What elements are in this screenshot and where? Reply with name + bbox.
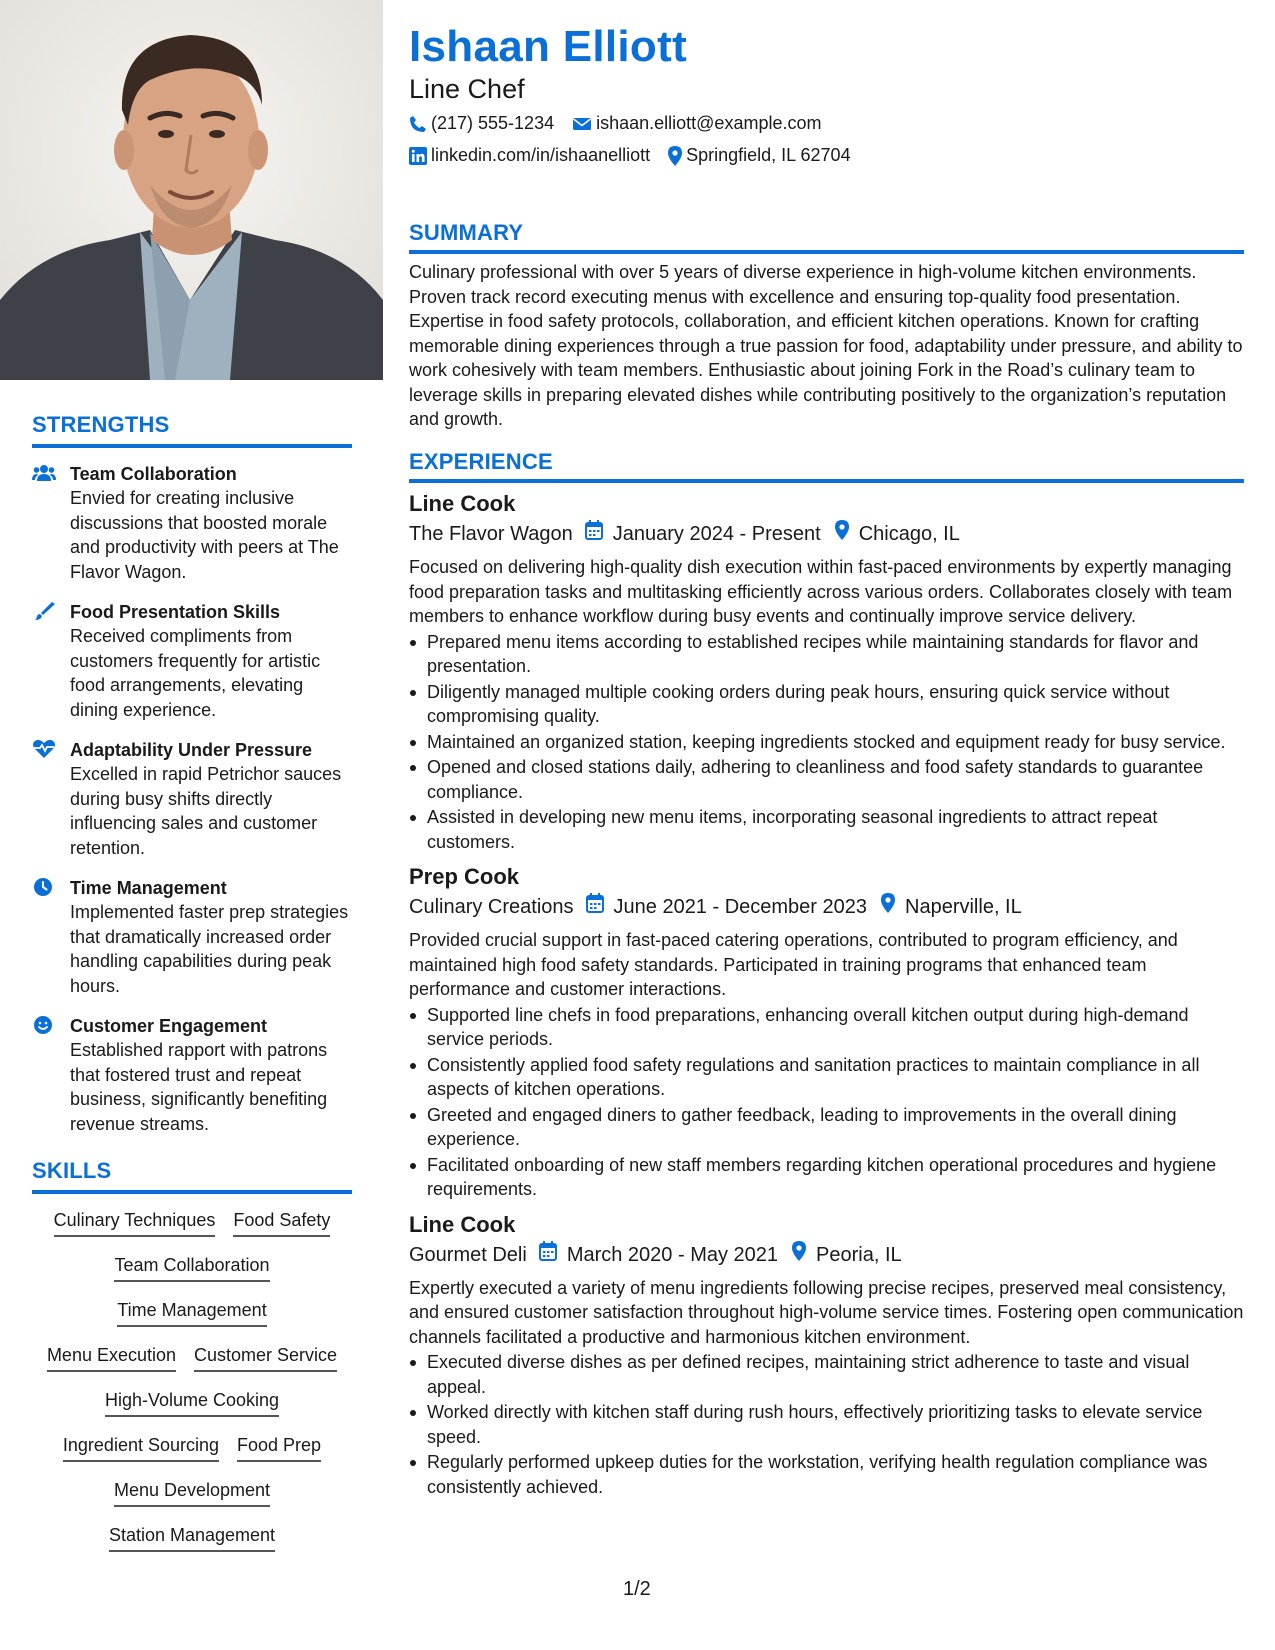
job-description: Expertly executed a variety of menu ingredients following precise recipes, preserved meal consistency, and ensured customer satisfaction throughout high-volume service times. Fostering open communication channels facilitated a productive and harmonious kitchen environment. — [409, 1277, 1244, 1347]
experience-divider — [409, 479, 1244, 483]
skill-row — [32, 1298, 352, 1343]
email-text: ishaan.elliott@example.com — [596, 113, 822, 133]
job-description: Provided crucial support in fast-paced catering operations, contributed to program efficiency, and maintained high food safety standards. Participated in training programs that enhanced team performance and customer interactions. — [409, 930, 1178, 999]
job-bullets — [409, 630, 1244, 855]
job-bullets — [409, 1003, 1244, 1202]
skill-tag: Station Management — [109, 1523, 275, 1552]
skill-row — [32, 1253, 352, 1298]
job-title: Line Cook — [409, 491, 516, 516]
strengths-section — [32, 412, 352, 1152]
left-column — [0, 0, 383, 1650]
summary-divider — [409, 250, 1244, 254]
phone-text: (217) 555-1234 — [431, 113, 555, 133]
candidate-name: Ishaan Elliott — [409, 22, 688, 71]
job-title: Prep Cook — [409, 864, 520, 889]
brush-icon — [32, 601, 56, 621]
job-company: Gourmet Deli — [409, 1243, 527, 1266]
skills-section — [32, 1158, 352, 1568]
strength-item — [32, 1014, 352, 1136]
experience-section — [409, 449, 1244, 1507]
bullet-item: Prepared menu items according to established recipes while maintaining standards for flavor and presentation. — [409, 630, 1244, 679]
skill-tag: Food Safety — [233, 1208, 330, 1237]
linkedin-contact[interactable] — [409, 145, 650, 166]
bullet-item: Opened and closed stations daily, adhering to cleanliness and food safety standards to guarantee compliance. — [409, 755, 1244, 804]
skill-tag: Ingredient Sourcing — [63, 1433, 219, 1462]
job-entry — [409, 489, 1244, 854]
strength-title: Customer Engagement — [70, 1016, 268, 1036]
strength-item — [32, 462, 352, 584]
phone-contact[interactable] — [409, 113, 554, 134]
experience-heading: EXPERIENCE — [409, 449, 553, 474]
linkedin-icon — [409, 147, 427, 165]
skill-row — [32, 1523, 352, 1568]
profile-photo — [0, 0, 383, 380]
job-location: Peoria, IL — [816, 1243, 902, 1266]
email-icon — [572, 116, 592, 132]
skill-tag: Food Prep — [237, 1433, 321, 1462]
job-company: The Flavor Wagon — [409, 523, 573, 545]
heartbeat-icon — [32, 739, 56, 759]
job-meta — [409, 1240, 1244, 1270]
location-pin-icon — [867, 892, 905, 922]
skill-row — [32, 1478, 352, 1523]
bullet-item: Worked directly with kitchen staff during rush hours, effectively prioritizing tasks to elevate service speed. — [409, 1400, 1244, 1449]
job-location: Naperville, IL — [905, 896, 1022, 918]
contact-row-1 — [409, 113, 821, 134]
summary-section — [409, 220, 1244, 432]
strength-title: Food Presentation Skills — [70, 602, 281, 622]
bullet-item: Consistently applied food safety regulations and sanitation practices to maintain compliance in all aspects of kitchen operations. — [409, 1053, 1244, 1102]
candidate-role: Line Chef — [409, 74, 525, 104]
strengths-divider — [32, 444, 352, 448]
skill-tag: Menu Development — [114, 1478, 270, 1507]
strength-item — [32, 876, 352, 998]
calendar-icon — [574, 892, 614, 922]
strength-title: Time Management — [70, 878, 227, 898]
strength-desc: Established rapport with patrons that fostered trust and repeat business, significantly benefiting revenue streams. — [70, 1040, 328, 1134]
strength-desc: Received compliments from customers frequently for artistic food arrangements, elevating dining experience. — [70, 626, 321, 720]
smile-icon — [32, 1015, 56, 1035]
bullet-item: Supported line chefs in food preparations, enhancing overall kitchen output during high-demand service periods. — [409, 1003, 1244, 1052]
contact-row-2 — [409, 145, 851, 166]
location-pin-icon — [821, 519, 859, 549]
strengths-heading: STRENGTHS — [32, 412, 170, 437]
job-entry — [409, 862, 1244, 1202]
clock-icon — [32, 877, 56, 897]
skill-tag: Time Management — [117, 1298, 266, 1327]
strength-title: Adaptability Under Pressure — [70, 740, 313, 760]
skill-tag: High-Volume Cooking — [105, 1388, 279, 1417]
job-description: Focused on delivering high-quality dish execution within fast-paced environments by expertly managing food preparation tasks and multitasking efficiently across various orders. Collaborates closely with team members to enhance workflow during busy events and continually improve service delivery. — [409, 557, 1233, 626]
skills-divider — [32, 1190, 352, 1194]
bullet-item: Assisted in developing new menu items, incorporating seasonal ingredients to attract repeat customers. — [409, 805, 1244, 854]
skill-tag: Customer Service — [194, 1343, 337, 1372]
linkedin-text: linkedin.com/in/ishaanelliott — [431, 145, 651, 165]
calendar-icon — [527, 1240, 567, 1270]
bullet-item: Executed diverse dishes as per defined recipes, maintaining strict adherence to taste and visual appeal. — [409, 1350, 1244, 1399]
summary-heading: SUMMARY — [409, 220, 524, 245]
strength-title: Team Collaboration — [70, 464, 237, 484]
location-text: Springfield, IL 62704 — [686, 145, 851, 165]
job-dates: January 2024 - Present — [612, 523, 821, 545]
users-icon — [32, 463, 56, 483]
job-location: Chicago, IL — [858, 523, 960, 545]
bullet-item: Greeted and engaged diners to gather feedback, leading to improvements in the overall dining experience. — [409, 1103, 1244, 1152]
skills-heading: SKILLS — [32, 1158, 112, 1183]
job-bullets — [409, 1350, 1244, 1499]
skill-tag: Menu Execution — [47, 1343, 176, 1372]
strength-desc: Excelled in rapid Petrichor sauces during busy shifts directly influencing sales and customer retention. — [70, 764, 342, 858]
strength-item — [32, 738, 352, 860]
skill-row — [32, 1343, 352, 1388]
bullet-item: Diligently managed multiple cooking orders during peak hours, ensuring quick service without compromising quality. — [409, 680, 1244, 729]
job-dates: June 2021 - December 2023 — [613, 896, 868, 918]
strength-desc: Envied for creating inclusive discussions that boosted morale and productivity with peers at The Flavor Wagon. — [70, 488, 339, 582]
page-number: 1/2 — [623, 1578, 651, 1600]
job-meta — [409, 519, 1244, 549]
email-contact[interactable] — [572, 113, 821, 134]
phone-icon — [409, 115, 427, 133]
location-pin-icon — [778, 1240, 816, 1270]
skill-tag: Culinary Techniques — [54, 1208, 216, 1237]
location-contact — [668, 145, 850, 166]
job-meta — [409, 892, 1244, 922]
skill-row — [32, 1208, 352, 1253]
location-pin-icon — [668, 146, 682, 166]
strength-desc: Implemented faster prep strategies that dramatically increased order handling capabilities during peak hours. — [70, 902, 349, 996]
bullet-item: Regularly performed upkeep duties for the workstation, verifying health regulation compliance was consistently achieved. — [409, 1450, 1244, 1499]
calendar-icon — [573, 519, 613, 549]
job-entry — [409, 1210, 1244, 1500]
strength-item — [32, 600, 352, 722]
job-company: Culinary Creations — [409, 896, 574, 918]
job-dates: March 2020 - May 2021 — [566, 1243, 779, 1266]
job-title: Line Cook — [409, 1211, 516, 1237]
summary-text: Culinary professional with over 5 years of diverse experience in high-volume kitchen environments. Proven track record executing menus with excellence and ensuring top-quality food presentation. Expertise in food safety protocols, collaboration, and efficient kitchen operations. Known for crafting memorable dining experiences through a true passion for food, adaptability under pressure, and ability to work cohesively with team members. Enthusiastic about joining Fork in the Road’s culinary team to leverage skills in preparing elevated dishes while contributing positively to the organization’s reputation and growth. — [409, 262, 1243, 429]
skill-row — [32, 1433, 352, 1478]
skill-tag: Team Collaboration — [114, 1253, 269, 1282]
bullet-item: Facilitated onboarding of new staff members regarding kitchen operational procedures and hygiene requirements. — [409, 1153, 1244, 1202]
bullet-item: Maintained an organized station, keeping ingredients stocked and equipment ready for busy service. — [409, 730, 1244, 755]
skill-row — [32, 1388, 352, 1433]
